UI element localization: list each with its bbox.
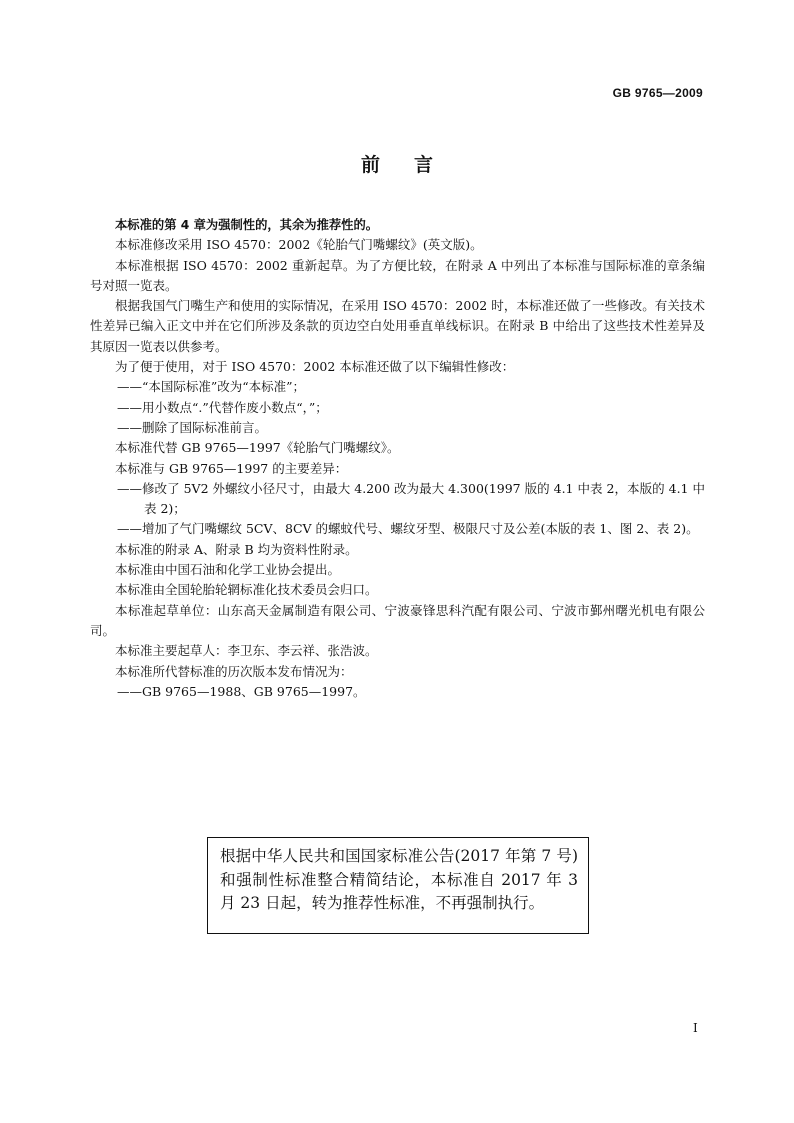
paragraph: 本标准的附录 A、附录 B 均为资料性附录。: [115, 541, 358, 557]
paragraph: 本标准修改采用 ISO 4570：2002《轮胎气门嘴螺纹》(英文版)。: [115, 237, 483, 253]
dash-list-item: ——GB 9765—1988、GB 9765—1997。: [117, 683, 366, 699]
paragraph: 为了便于使用，对于 ISO 4570：2002 本标准还做了以下编辑性修改：: [115, 359, 515, 375]
paragraph: 本标准根据 ISO 4570：2002 重新起草。为了方便比较，在附录 A 中列出了本标准与国际标准的章条编号对照一览表。: [90, 257, 705, 293]
page-number: I: [693, 1021, 698, 1035]
paragraph: 本标准由中国石油和化学工业协会提出。: [115, 562, 341, 578]
paragraph: 本标准起草单位：山东高天金属制造有限公司、宁波豪锋思科汽配有限公司、宁波市鄞州曙光机电有限公司。: [90, 602, 705, 638]
paragraph: 根据我国气门嘴生产和使用的实际情况，在采用 ISO 4570：2002 时，本标准还做了一些修改。有关技术性差异已编入正文中并在它们所涉及条款的页边空白处用垂直单线标识。在附录 B 中给出了这些技术性差异及其原因一览表以供参考。: [90, 298, 705, 354]
page-title: 前言: [360, 154, 467, 176]
paragraph: 本标准代替 GB 9765—1997《轮胎气门嘴螺纹》。: [115, 440, 400, 456]
dash-list-item: ——修改了 5V2 外螺纹小径尺寸，由最大 4.200 改为最大 4.300(1997 版的 4.1 中表 2，本版的 4.1 中表 2)；: [117, 480, 705, 517]
dash-list-item: ——增加了气门嘴螺纹 5CV、8CV 的螺蚊代号、螺纹牙型、极限尺寸及公差(本版的表 1、图 2、表 2)。: [117, 521, 699, 537]
foreword-body: [90, 215, 705, 702]
notice-box: 根据中华人民共和国国家标准公告(2017 年第 7 号)和强制性标准整合精简结论，本标准自 2017 年 3 月 23 日起，转为推荐性标准，不再强制执行。: [207, 837, 589, 934]
paragraph-mandatory-clause: 本标准的第 4 章为强制性的，其余为推荐性的。: [115, 218, 379, 232]
paragraph: 本标准主要起草人：李卫东、李云祥、张浩波。: [115, 643, 378, 659]
paragraph: 本标准由全国轮胎轮辋标准化技术委员会归口。: [115, 582, 378, 598]
dash-list-item: ——删除了国际标准前言。: [117, 419, 268, 435]
paragraph: 本标准与 GB 9765—1997 的主要差异：: [115, 460, 348, 476]
paragraph: 本标准所代替标准的历次版本发布情况为：: [115, 663, 353, 679]
dash-list-item: ——“本国际标准”改为“本标准”；: [117, 379, 306, 395]
dash-list-item: ——用小数点“.”代替作废小数点“，”；: [117, 399, 328, 415]
standard-code: GB 9765—2009: [612, 86, 703, 100]
